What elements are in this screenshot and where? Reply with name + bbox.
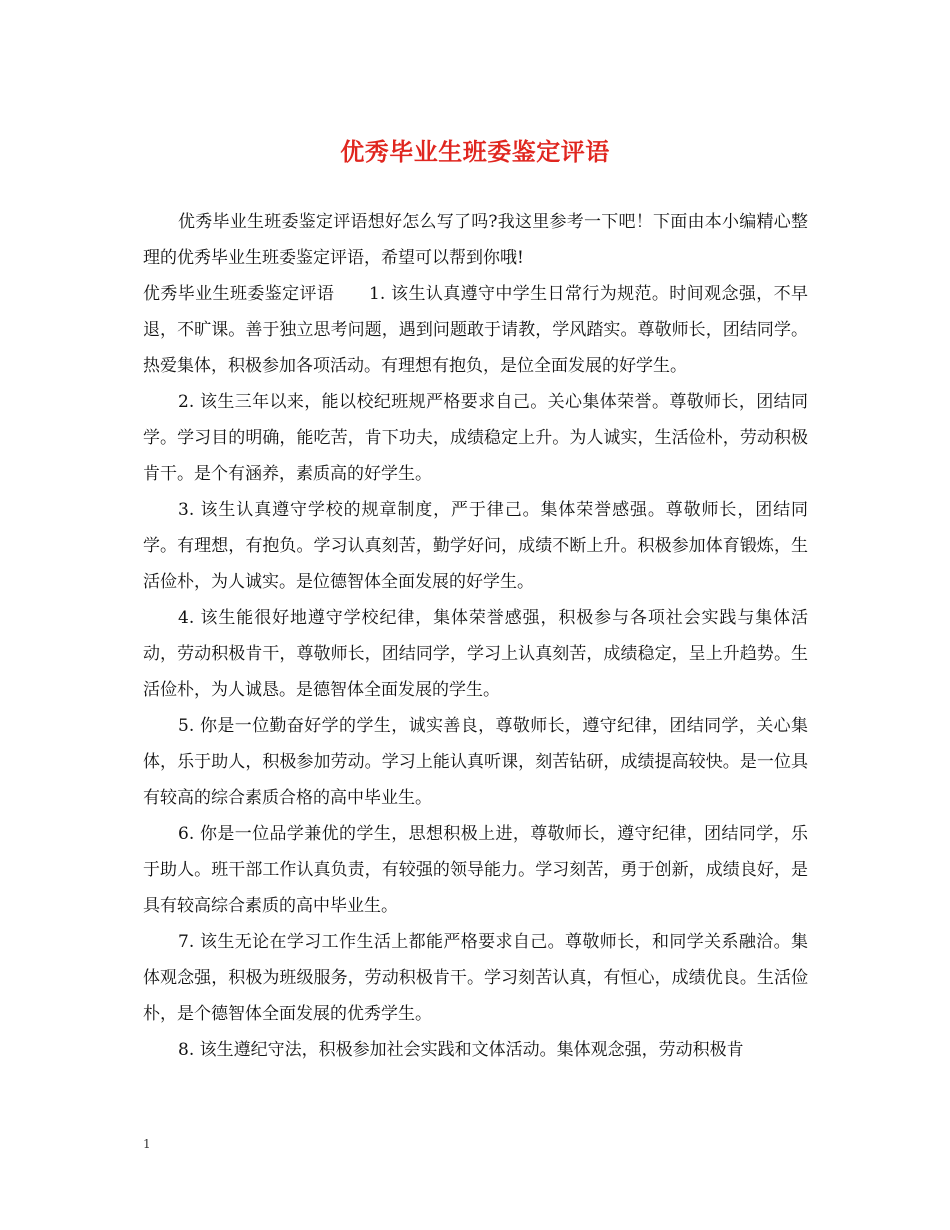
paragraph-2: 2. 该生三年以来，能以校纪班规严格要求自己。关心集体荣誉。尊敬师长，团结同学。学习目的明确，能吃苦，肯下功夫，成绩稳定上升。为人诚实，生活俭朴，劳动积极肯干。是个有涵养，素质高的好学生。 (143, 392, 808, 484)
intro-paragraph: 优秀毕业生班委鉴定评语想好怎么写了吗?我这里参考一下吧！下面由本小编精心整理的优秀毕业生班委鉴定评语，希望可以帮到你哦! (143, 212, 808, 268)
paragraph-8: 8. 该生遵纪守法，积极参加社会实践和文体活动。集体观念强，劳动积极肯 (178, 1040, 744, 1060)
paragraph-7: 7. 该生无论在学习工作生活上都能严格要求自己。尊敬师长，和同学关系融洽。集体观念强，积极为班级服务，劳动积极肯干。学习刻苦认真，有恒心，成绩优良。生活俭朴，是个德智体全面发展的优秀学生。 (143, 932, 808, 1024)
paragraph-4: 4. 该生能很好地遵守学校纪律，集体荣誉感强，积极参与各项社会实践与集体活动，劳动积极肯干，尊敬师长，团结同学，学习上认真刻苦，成绩稳定，呈上升趋势。生活俭朴，为人诚恳。是德智体全面发展的学生。 (143, 608, 808, 700)
page-number: 1 (143, 1137, 151, 1151)
paragraph-6: 6. 你是一位品学兼优的学生，思想积极上进，尊敬师长，遵守纪律，团结同学，乐于助人。班干部工作认真负责，有较强的领导能力。学习刻苦，勇于创新，成绩良好，是具有较高综合素质的高中毕业生。 (143, 824, 808, 916)
paragraph-3: 3. 该生认真遵守学校的规章制度，严于律己。集体荣誉感强。尊敬师长，团结同学。有理想，有抱负。学习认真刻苦，勤学好问，成绩不断上升。积极参加体育锻炼，生活俭朴，为人诚实。是位德智体全面发展的好学生。 (143, 500, 808, 592)
document-title: 优秀毕业生班委鉴定评语 (340, 137, 610, 166)
paragraph-1: 优秀毕业生班委鉴定评语 1. 该生认真遵守中学生日常行为规范。时间观念强，不早退，不旷课。善于独立思考问题，遇到问题敢于请教，学风踏实。尊敬师长，团结同学。热爱集体，积极参加各项活动。有理想有抱负，是位全面发展的好学生。 (143, 284, 808, 376)
document-body (143, 204, 808, 1068)
paragraph-5: 5. 你是一位勤奋好学的学生，诚实善良，尊敬师长，遵守纪律，团结同学，关心集体，乐于助人，积极参加劳动。学习上能认真听课，刻苦钻研，成绩提高较快。是一位具有较高的综合素质合格的高中毕业生。 (143, 716, 808, 808)
